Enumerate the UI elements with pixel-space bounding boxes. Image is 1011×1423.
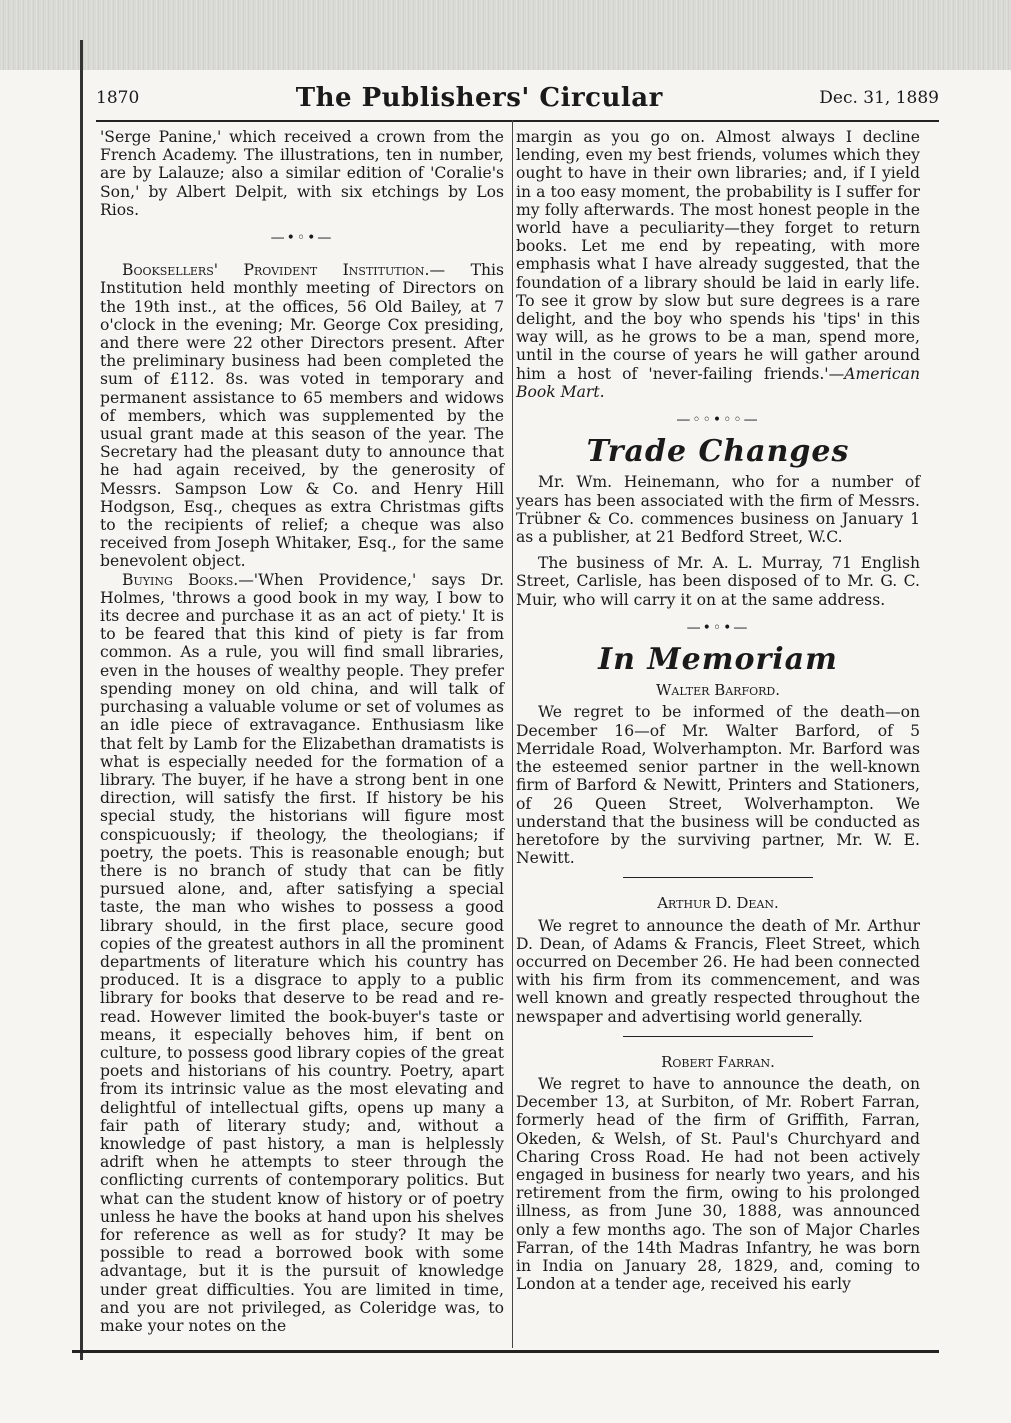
scan-noise-band: [0, 0, 1011, 70]
footer-rule: [72, 1350, 939, 1353]
obituary-rule: [623, 1036, 813, 1037]
source-attribution: American Book Mart.: [516, 364, 920, 401]
obituary-paragraph: We regret to be informed of the death—on December 16—of Mr. Walter Barford, of 5 Merridale Road, Wolverhampton. Mr. Barford was the esteemed senior partner in the well-known firm of Barford & Newitt, Printers and Stationers, of 26 Queen Street, Wolverhampton. We understand that the business will be conducted as heretofore by the surviving partner, Mr. W. E. Newitt.: [516, 703, 920, 868]
section-flourish: —•◦•—: [270, 230, 334, 247]
continuation-paragraph: [516, 128, 920, 401]
trade-changes-heading: Trade Changes: [586, 434, 850, 470]
buying-books-heading: Buying Books.: [122, 570, 239, 589]
buying-books-body: —'When Providence,' says Dr. Holmes, 'throws a good book in my way, I bow to its decree and purchase it as an act of piety.' It is to be feared that this kind of piety is far from common. As a rule, you will find small libraries, even in the houses of wealthy people. They prefer spending money on old china, and will talk of purchasing a valuable volume or set of volumes as an idle piece of extravagance. Enthusiasm like that felt by Lamb for the Elizabethan dramatists is what is especially needed for the formation of a library. The buyer, if he have a strong bent in one direction, will satisfy the first. If history be his special study, the historians will figure most conspicuously; if theology, the theologians; if poetry, the poets. This is reasonable enough; but there is no branch of study that can be fitly pursued alone, and, after satisfying a special taste, the man who wishes to possess a good library should, in the first place, secure good copies of the greatest authors in all the prominent departments of literature which his country has produced. It is a disgrace to apply to a public library for books that deserve to be read and re-read. However limited the book-buyer's taste or means, it especially behoves him, if bent on culture, to possess good library copies of the great poets and historians of his country. Poetry, apart from its intrinsic value as the most elevating and delightful of intellectual gifts, opens up many a fair path of literary study; and, without a knowledge of past history, a man is helplessly adrift when he attempts to steer through the conflicting currents of contemporary politics. But what can the student know of history or of poetry unless he have the books at hand upon his shelves for reference as well as for study? It may be possible to read a borrowed book with some advantage, but it is the pursuit of knowledge under great difficulties. You are limited in time, and you are not privileged, as Coleridge was, to make your notes on the: [100, 570, 504, 1335]
section-flourish: —•◦•—: [686, 619, 750, 636]
right-column: [516, 128, 920, 1293]
left-column: [100, 128, 504, 1335]
continuation-body: margin as you go on. Almost always I decline lending, even my best friends, volumes which they ought to have in their own libraries; and, if I yield in a too easy moment, the probability is I suffer for my folly afterwards. The most honest people in the world have a peculiarity—they forget to return books. Let me end by repeating, with more emphasis what I have already suggested, that the foundation of a library should be laid in early life. To see it grow by slow but sure degrees is a rare delight, and the boy who spends his 'tips' in this way will, as he grows to be a man, spend more, until in the course of years he will gather around him a host of 'never-failing friends.'—: [516, 128, 920, 383]
obituary-rule: [623, 877, 813, 878]
buying-books-paragraph: [100, 571, 504, 1336]
page-header: [96, 80, 939, 116]
trade-paragraph: Mr. Wm. Heinemann, who for a number of years has been associated with the firm of Messrs. Trübner & Co. commences business on January 1 as a publisher, at 21 Bedford Street, W.C.: [516, 473, 920, 547]
publication-title: The Publishers' Circular: [295, 83, 663, 113]
bpi-heading: Booksellers' Provident Institution.: [122, 261, 430, 280]
obituary-paragraph: We regret to announce the death of Mr. Arthur D. Dean, of Adams & Francis, Fleet Street, which occurred on December 26. He had been connected with his firm from its commencement, and was well known and greatly respected throughout the newspaper and advertising world generally.: [516, 916, 920, 1026]
intro-paragraph: 'Serge Panine,' which received a crown from the French Academy. The illustrations, ten in number, are by Lalauze; also a similar edition of 'Coralie's Son,' by Albert Delpit, with six etchings by Los Rios.: [100, 128, 504, 219]
section-flourish: —◦◦•◦◦—: [676, 412, 760, 429]
in-memoriam-heading: In Memoriam: [598, 642, 838, 678]
bpi-body: — This Institution held monthly meeting of Directors on the 19th inst., at the offices, 56 Old Bailey, at 7 o'clock in the evening; Mr. George Cox presiding, and there were 22 other Directors present. After the preliminary business had been completed the sum of £112. 8s. was voted in temporary and permanent assistance to 65 members and widows of members, which was supplemented by the usual grant made at this season of the year. The Secretary had the pleasant duty to announce that he had again received, by the generosity of Messrs. Sampson Low & Co. and Henry Hill Hodgson, Esq., cheques as extra Christmas gifts to the recipients of relief; a cheque was also received from Joseph Whitaker, Esq., for the same benevolent object.: [100, 261, 505, 571]
left-margin-rule: [80, 40, 83, 1360]
header-rule: [96, 120, 939, 122]
page-number: 1870: [96, 88, 140, 108]
bpi-paragraph: [100, 261, 504, 570]
issue-date: Dec. 31, 1889: [819, 88, 939, 108]
column-divider: [512, 120, 513, 1348]
obituary-name: Walter Barford.: [656, 681, 780, 700]
trade-paragraph: The business of Mr. A. L. Murray, 71 English Street, Carlisle, has been disposed of to Mr. G. C. Muir, who will carry it on at the same address.: [516, 554, 920, 609]
obituary-name: Robert Farran.: [661, 1052, 775, 1071]
obituary-paragraph: We regret to have to announce the death, on December 13, at Surbiton, of Mr. Robert Farran, formerly head of the firm of Griffith, Farran, Okeden, & Welsh, of St. Paul's Churchyard and Charing Cross Road. He had not been actively engaged in business for nearly two years, and his retirement from the firm, owing to his prolonged illness, as from June 30, 1888, was announced only a few months ago. The son of Major Charles Farran, of the 14th Madras Infantry, he was born in India on January 28, 1829, and, coming to London at a tender age, received his early: [516, 1074, 920, 1294]
obituary-name: Arthur D. Dean.: [657, 894, 779, 913]
